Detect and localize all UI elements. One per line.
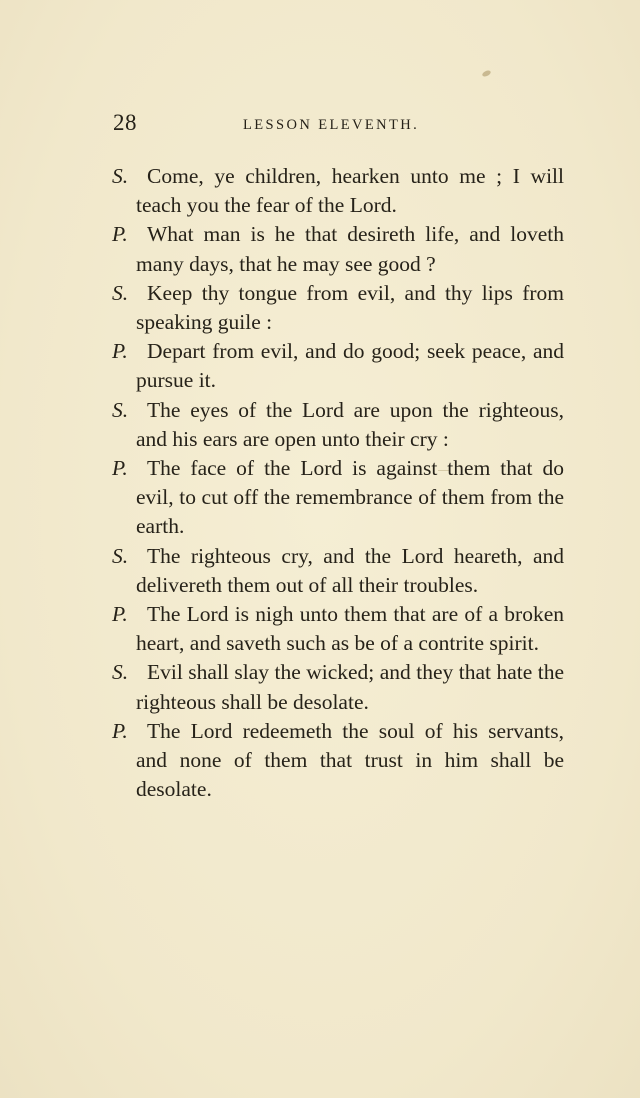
- verse-text: What man is he that desireth life, and loveth many days, that he may see good ?: [136, 222, 564, 276]
- speaker-label: P.: [112, 602, 128, 627]
- verse: [112, 542, 564, 600]
- speaker-label: P.: [112, 339, 128, 364]
- page-number: 28: [113, 110, 137, 135]
- verse: [112, 454, 564, 542]
- speaker-label: S.: [112, 280, 129, 305]
- speaker-label: S.: [112, 543, 129, 568]
- speaker-label: P.: [112, 456, 128, 481]
- speaker-label: S.: [112, 660, 129, 685]
- running-title: LESSON ELEVENTH.: [243, 117, 420, 133]
- verse: [112, 717, 564, 805]
- verse-text: The Lord is nigh unto them that are of a broken heart, and saveth such as be of a contrite spirit.: [136, 602, 564, 656]
- verse-text: The eyes of the Lord are upon the righteous, and his ears are open unto their cry :: [136, 397, 564, 451]
- verse-text: The righteous cry, and the Lord heareth, and delivereth them out of all their troubles.: [136, 543, 564, 597]
- lesson-text: [112, 162, 564, 804]
- speaker-label: S.: [112, 164, 129, 188]
- verse-text: Keep thy tongue from evil, and thy lips from speaking guile :: [136, 280, 564, 335]
- verse: [112, 337, 564, 395]
- verse-text: Depart from evil, and do good; seek peace, and pursue it.: [136, 339, 564, 393]
- verse-text: The face of the Lord is against them that do evil, to cut off the remembrance of them from the earth.: [136, 456, 564, 539]
- verse-text: The Lord redeemeth the soul of his servants, and none of them that trust in him shall be desolate.: [136, 718, 564, 802]
- verse-text: Evil shall slay the wicked; and they that hate the righteous shall be desolate.: [136, 660, 564, 714]
- speaker-label: S.: [112, 397, 129, 422]
- speaker-label: P.: [112, 222, 128, 247]
- verse: [112, 600, 564, 658]
- verse-text: Come, ye children, hearken unto me ; I will teach you the fear of the Lord.: [136, 164, 564, 218]
- verse: [112, 162, 564, 220]
- verse: [112, 220, 564, 278]
- verse: [112, 658, 564, 716]
- verse: [112, 279, 564, 337]
- verse: [112, 396, 564, 454]
- speaker-label: P.: [112, 718, 128, 743]
- paper-speck: [481, 69, 491, 77]
